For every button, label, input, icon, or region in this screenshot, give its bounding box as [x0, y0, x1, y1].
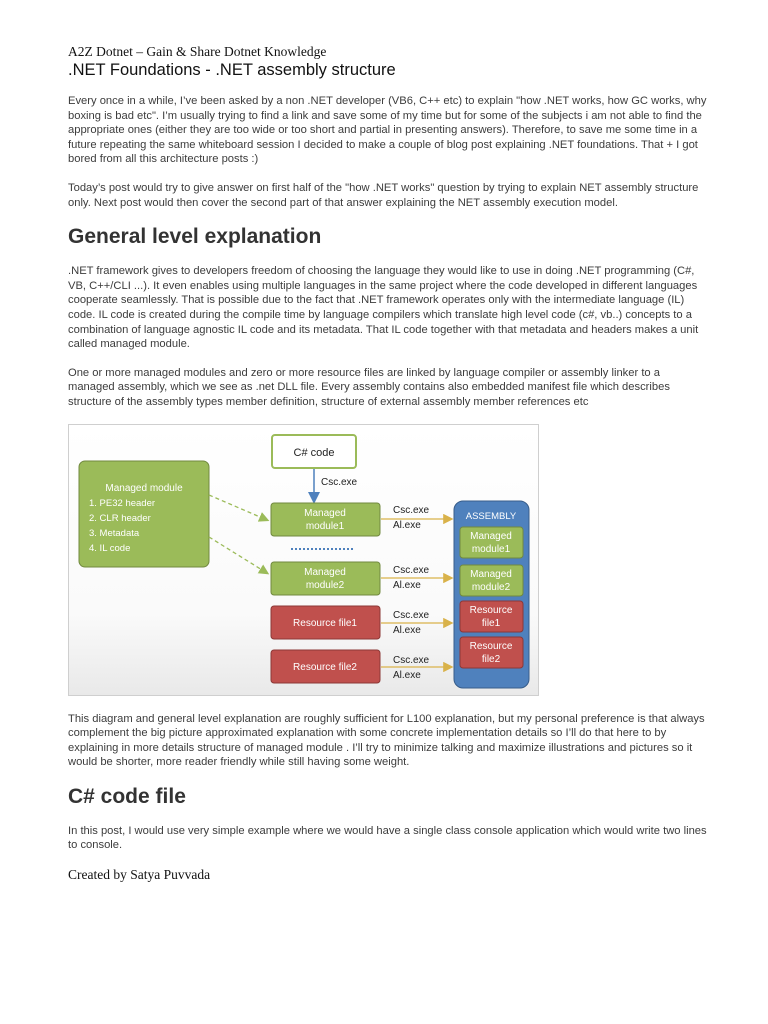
compiler-label-4a: Csc.exe: [393, 654, 430, 666]
managed-module2-label-2: module2: [305, 579, 345, 591]
diagram-followup-paragraph: This diagram and general level explanation are roughly sufficient for L100 explanation, but my personal preference is that always complement the big picture approximated explanation with some concrete implementation details so I’ll do that here to by explaining in more details structure of managed module . I’ll try to minimize talking and maximize illustrations and pictures so it would be shorter, more reader friendly while still having some weight.: [68, 712, 705, 769]
csc-exe-label: Csc.exe: [321, 476, 358, 488]
detail-arrow-module1: [209, 495, 267, 520]
assembly-resource2-label-1: Resource: [469, 640, 513, 652]
module-part-clr: 2. CLR header: [89, 512, 151, 524]
managed-module2-label-1: Managed: [304, 566, 346, 578]
section-heading-csharp: C# code file: [68, 784, 186, 808]
assembly-resource2-label-2: file2: [481, 653, 501, 665]
module-part-metadata: 3. Metadata: [89, 527, 140, 539]
managed-module1-label-2: module1: [305, 520, 345, 532]
assembly-resource1-label-1: Resource: [469, 604, 513, 616]
assembly-structure-diagram: [68, 424, 539, 696]
detail-arrow-module2: [209, 537, 267, 573]
assembly-module1-label-2: module1: [471, 543, 511, 555]
compiler-label-3b: Al.exe: [393, 624, 421, 636]
compiler-label-4b: Al.exe: [393, 669, 421, 681]
assembly-title: ASSEMBLY: [465, 510, 517, 522]
footer-credit: Created by Satya Puvvada: [68, 867, 211, 883]
intro-paragraph-2: Today’s post would try to give answer on first half of the "how .NET works" question by trying to explain NET assembly structure only. Next post would then cover the second part of that answer explaining the NET assembly execution model.: [68, 181, 699, 209]
general-paragraph-1: .NET framework gives to developers freedom of choosing the language they would like to use in doing .NET programming (C#, VB, C++/CLI ...). It even enables using multiple languages in the same project where the code developed in different languages cooperate seamlessly. That is possible due to the fact that .NET framework operates only with the intermediate language (IL) code. IL code is created during the compile time by language compilers which translate high level code (c#, vb..) concepts to a combination of language agnostic IL code and its metadata. That IL code together with that metadata and headers makes a unit called managed module.: [68, 265, 699, 351]
module-part-il: 4. IL code: [89, 542, 131, 554]
assembly-module1-label-1: Managed: [470, 530, 512, 542]
compiler-label-1b: Al.exe: [393, 519, 421, 531]
general-paragraph-2: One or more managed modules and zero or more resource files are linked by language compiler or assembly linker to a managed assembly, which we see as .net DLL file. Every assembly contains also embedded manifest file which describes structure of the assembly types member definition, structure of external assembly member references etc: [68, 366, 670, 408]
assembly-resource1-label-2: file1: [481, 617, 501, 629]
section-heading-general: General level explanation: [68, 225, 322, 249]
module-part-pe32: 1. PE32 header: [89, 497, 156, 509]
compiler-label-3a: Csc.exe: [393, 609, 430, 621]
compiler-label-1a: Csc.exe: [393, 504, 430, 516]
assembly-module2-label-2: module2: [471, 581, 511, 593]
csharp-paragraph-1: In this post, I would use very simple example where we would have a single class console application which would write two lines to console.: [68, 824, 707, 852]
compiler-label-2b: Al.exe: [393, 579, 421, 591]
csharp-code-label: C# code: [293, 446, 335, 459]
managed-module-title: Managed module: [105, 482, 183, 494]
resource-file2-label: Resource file2: [293, 661, 357, 673]
managed-module1-label-1: Managed: [304, 507, 346, 519]
compiler-label-2a: Csc.exe: [393, 564, 430, 576]
site-header: A2Z Dotnet – Gain & Share Dotnet Knowledge: [68, 44, 327, 59]
page-title: .NET Foundations - .NET assembly structure: [68, 61, 396, 79]
intro-paragraph-1: Every once in a while, I’ve been asked by a non .NET developer (VB6, C++ etc) to explain "how .NET works, how GC works, why boxing is bad etc". I’m usually trying to find a link and save some of my time but for some of the subjects i am not able to find the appropriate ones (either they are too wide or too short and partial in presenting answers). Therefore, to save me some time in a future repeating the same whiteboard session I decided to make a couple of blog post explaining .NET foundations. That + I got bored from all this architecture posts :): [68, 95, 707, 166]
document-page: [68, 44, 708, 883]
assembly-module2-label-1: Managed: [470, 568, 512, 580]
resource-file1-label: Resource file1: [293, 617, 357, 629]
